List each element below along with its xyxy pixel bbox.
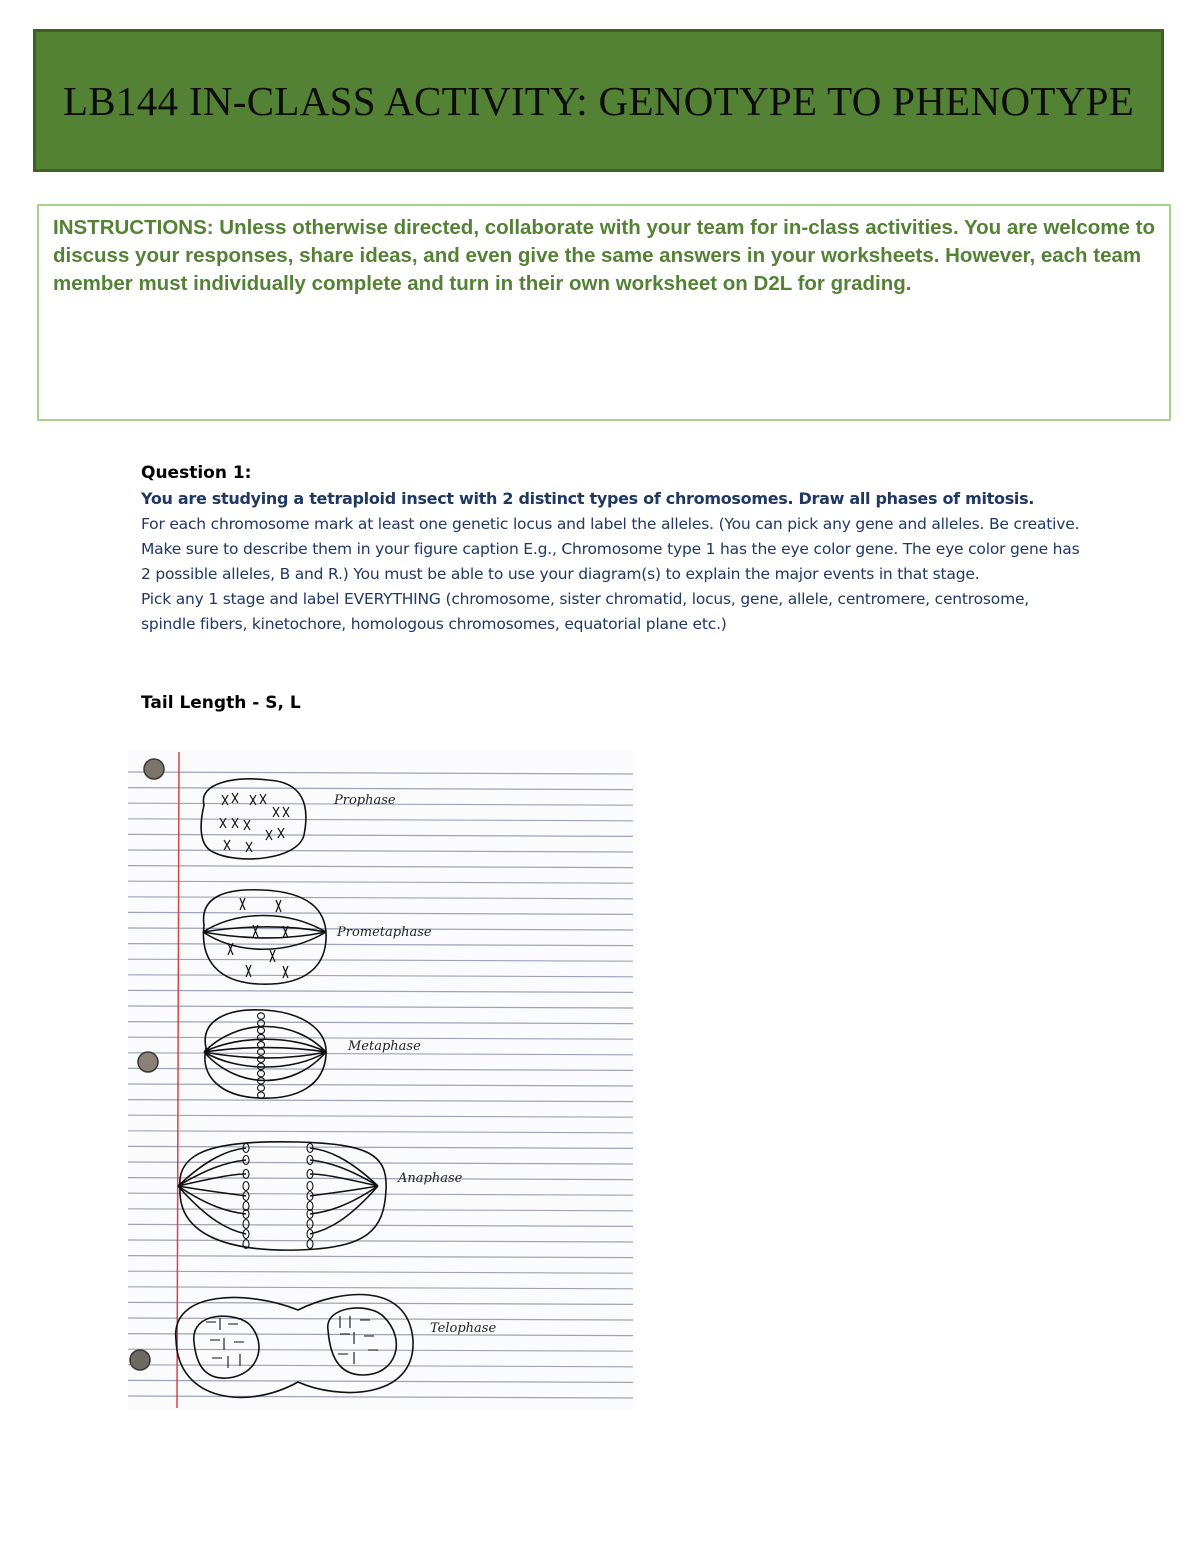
question-paragraph-2: Pick any 1 stage and label EVERYTHING (chromosome, sister chromatid, locus, gene, allele, centromere, centrosome, spindle fibers, kinetochore, homologous chromosomes, equatorial plane etc.) <box>141 590 1030 633</box>
punch-hole-icon <box>138 1052 158 1072</box>
telophase-label: Telophase <box>430 1321 497 1336</box>
prometaphase-label: Prometaphase <box>337 925 432 940</box>
instructions-text: INSTRUCTIONS: Unless otherwise directed, collaborate with your team for in-class activities. You are welcome to discuss your responses, share ideas, and even give the same answers in your worksheets. However, each team member must individually complete and turn in their own worksheet on D2L for grading. <box>53 216 1155 295</box>
anaphase-label: Anaphase <box>398 1171 463 1186</box>
question-1 <box>141 461 1081 637</box>
prophase-label: Prophase <box>334 793 396 808</box>
mitosis-drawing <box>128 750 633 1410</box>
metaphase-label: Metaphase <box>348 1039 421 1054</box>
question-heading: Question 1: <box>141 463 252 483</box>
question-paragraph-1: For each chromosome mark at least one genetic locus and label the alleles. (You can pick any gene and alleles. Be creative. Make sure to describe them in your figure caption E.g., Chromosome type 1 has the eye color gene. The eye color gene has 2 possible alleles, B and R.) You must be able to use your diagram(s) to explain the major events in that stage. <box>141 515 1080 583</box>
instructions-box <box>37 204 1171 421</box>
gene-label: Tail Length - S, L <box>141 693 301 713</box>
punch-hole-icon <box>144 759 164 779</box>
question-prompt: You are studying a tetraploid insect with 2 distinct types of chromosomes. Draw all phases of mitosis. <box>141 489 1035 508</box>
punch-hole-icon <box>130 1350 150 1370</box>
title-banner <box>33 29 1164 172</box>
page-title: LB144 IN-CLASS ACTIVITY: GENOTYPE TO PHENOTYPE <box>62 77 1135 124</box>
notebook-paper <box>128 750 633 1410</box>
